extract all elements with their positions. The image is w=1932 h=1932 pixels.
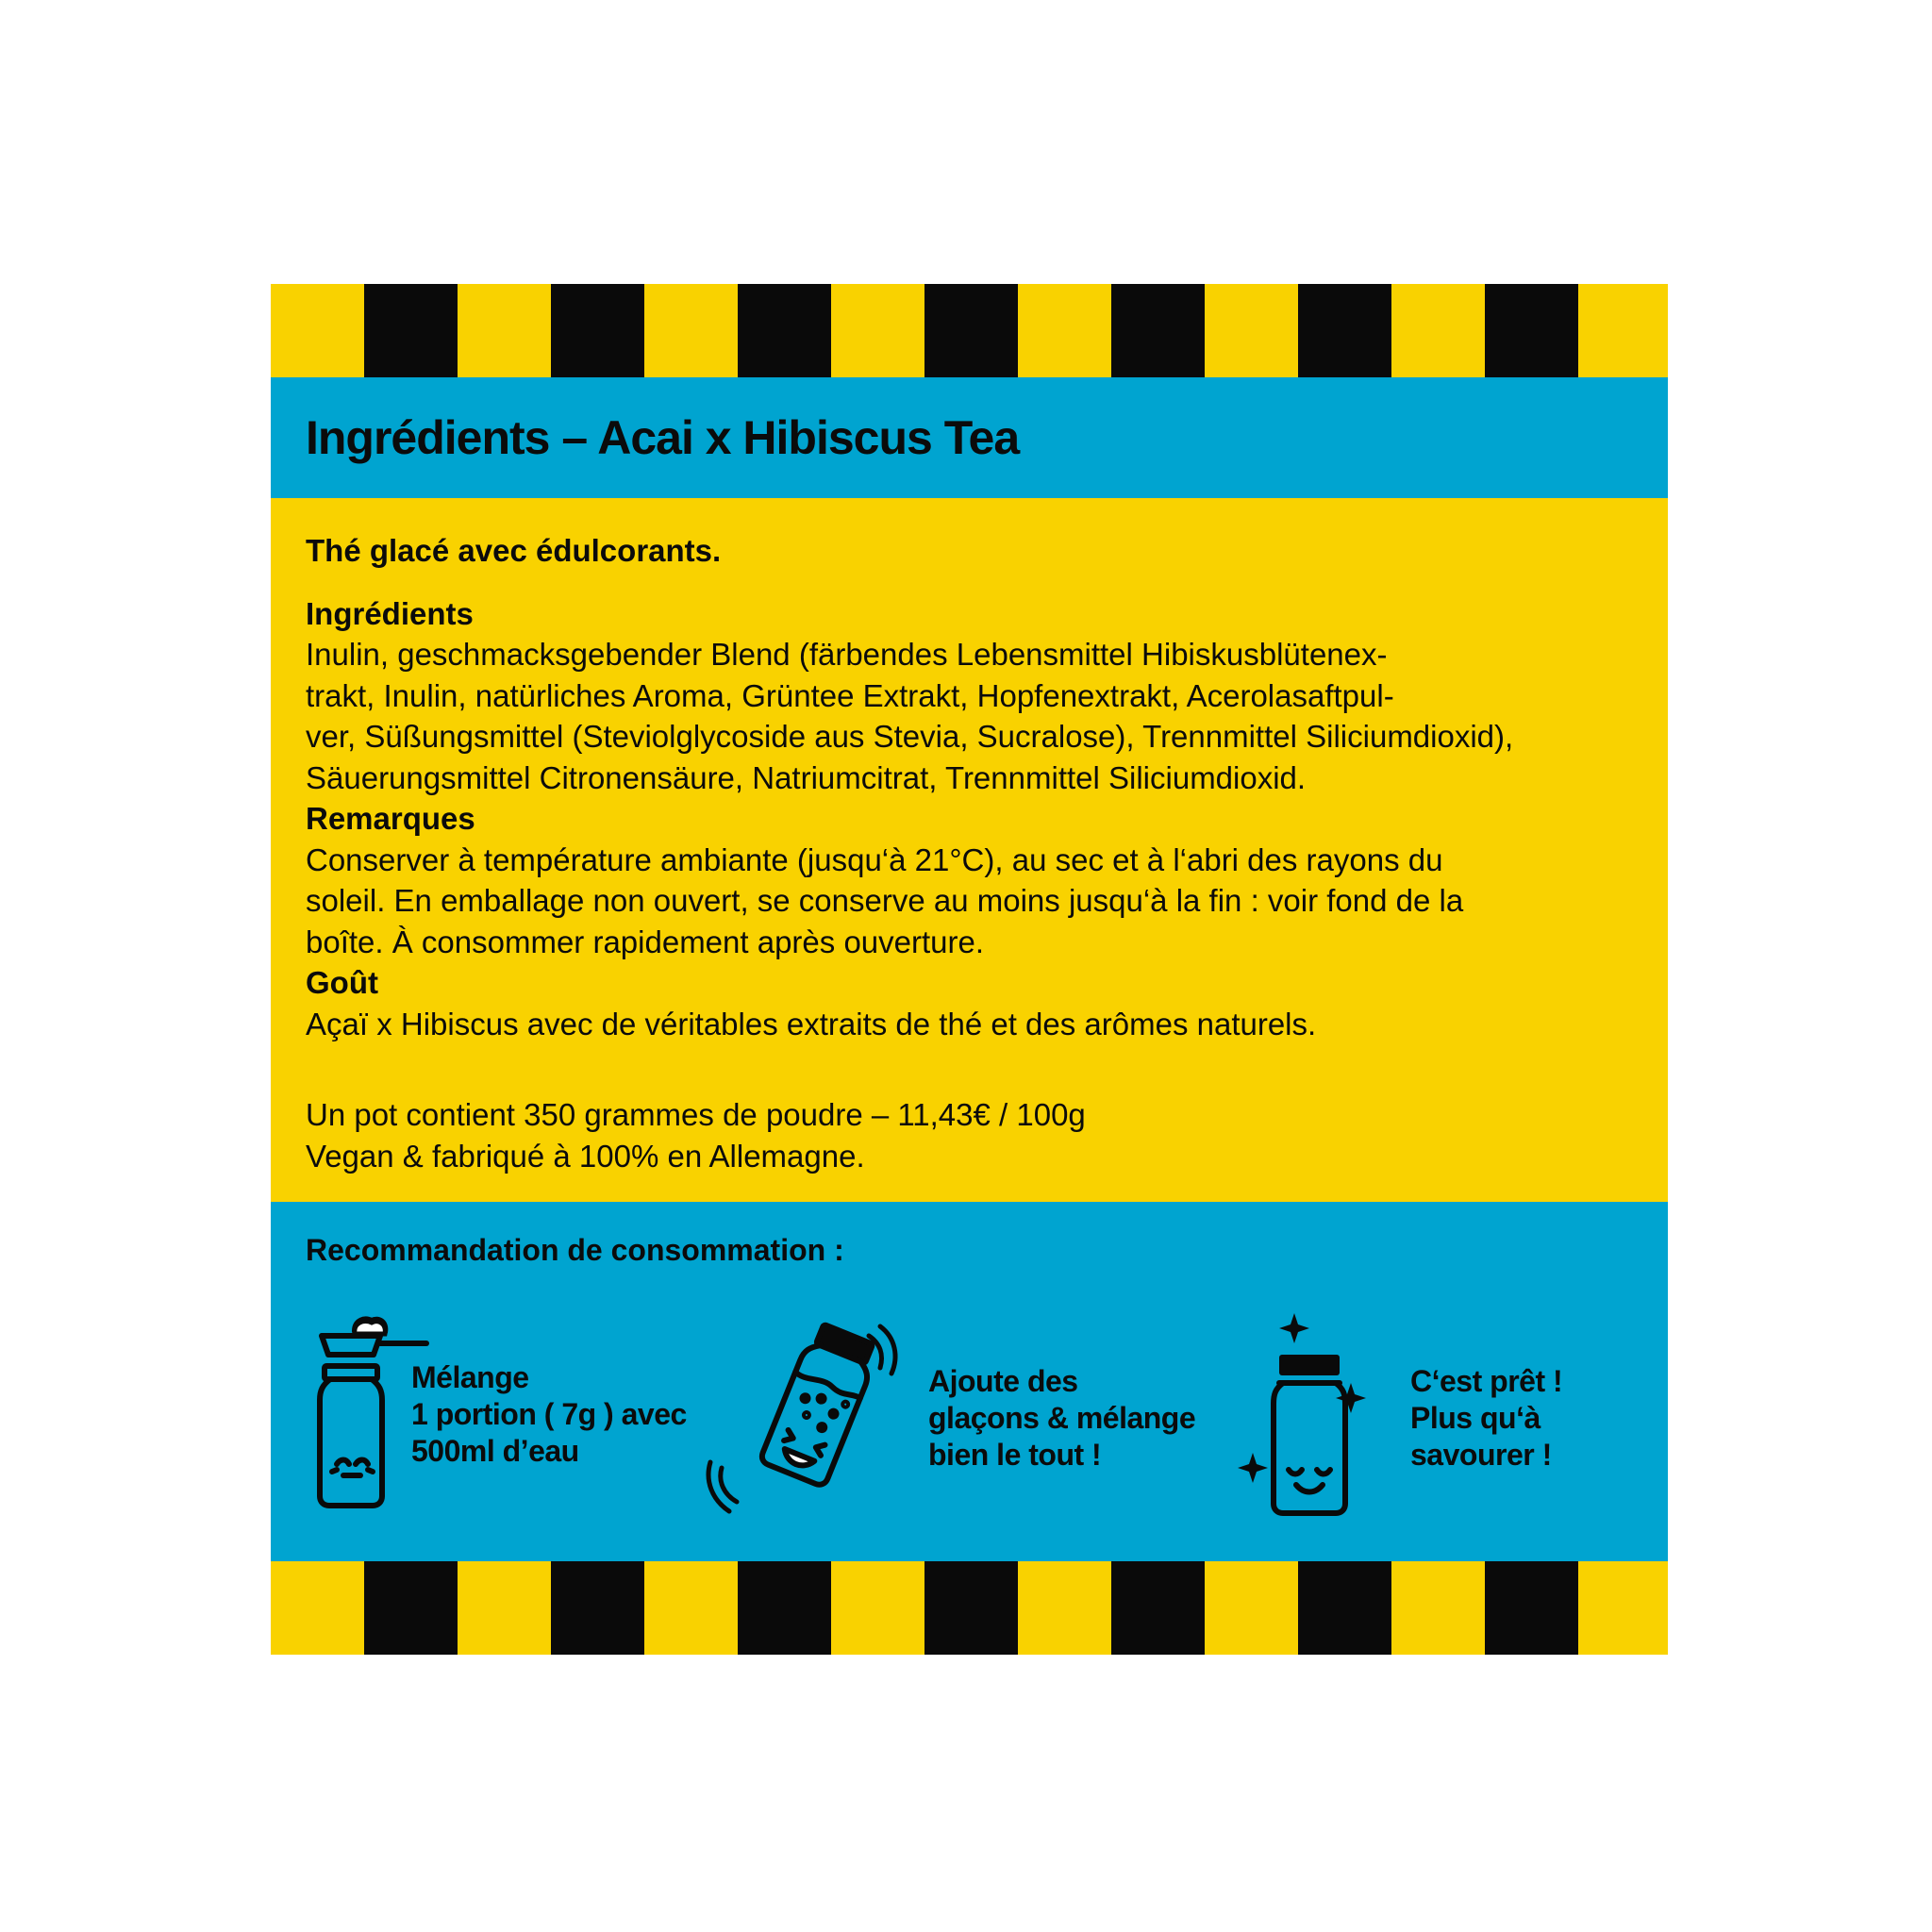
ingredients-line: Inulin, geschmacksgebender Blend (färbendes Lebensmittel Hibiskusblütenex- — [306, 637, 1388, 672]
taste-text — [306, 1004, 1636, 1045]
remarks-line: soleil. En emballage non ouvert, se conserve au moins jusqu‘à la fin : voir fond de la — [306, 883, 1464, 918]
remarks-line: Conserver à température ambiante (jusqu‘à 21°C), au sec et à l‘abri des rayons du — [306, 841, 1443, 877]
product-info-card — [271, 284, 1668, 1655]
remarks-line: boîte. À consommer rapidement après ouverture. — [306, 924, 985, 959]
ingredients-line: ver, Süßungsmittel (Steviolglycoside aus Stevia, Sucralose), Trennmittel Siliciumdioxid), — [306, 719, 1514, 754]
title-band — [271, 377, 1668, 498]
top-stripe-border — [271, 284, 1668, 377]
ingredients-panel — [271, 498, 1668, 1202]
product-subtitle: Thé glacé avec édulcorants. — [306, 533, 722, 568]
page-title: Ingrédients – Acai x Hibiscus Tea — [306, 411, 1020, 464]
step-ready-text: C‘est prêt ! Plus qu‘à savourer ! — [1410, 1364, 1563, 1472]
ingredients-line: trakt, Inulin, natürliches Aroma, Grüntee Extrakt, Hopfenextrakt, Acerolasaftpul- — [306, 677, 1394, 713]
consumption-recommendation-panel — [271, 1202, 1668, 1561]
origin-line: Vegan & fabriqué à 100% en Allemagne. — [306, 1138, 865, 1174]
shaking-bottle-icon — [707, 1326, 914, 1515]
sparkling-bottle-icon — [1238, 1313, 1379, 1530]
remarks-text — [306, 840, 1636, 963]
package-content-line: Un pot contient 350 grammes de poudre – 11,43€ / 100g — [306, 1097, 1086, 1132]
step-ice-text: Ajoute des glaçons & mélange bien le tout ! — [928, 1364, 1196, 1472]
ingredients-line: Säuerungsmittel Citronensäure, Natriumcitrat, Trennmittel Siliciumdioxid. — [306, 759, 1307, 795]
taste-line: Açaï x Hibiscus avec de véritables extraits de thé et des arômes naturels. — [306, 1006, 1317, 1041]
bottom-stripe-border — [271, 1561, 1668, 1655]
ingredients-heading: Ingrédients — [306, 595, 474, 631]
package-info — [306, 1094, 1636, 1176]
taste-heading: Goût — [306, 965, 378, 1000]
ingredients-text — [306, 634, 1636, 798]
recommendation-title: Recommandation de consommation : — [306, 1233, 844, 1267]
remarks-heading: Remarques — [306, 801, 475, 836]
step-mix-text: Mélange 1 portion ( 7g ) avec 500ml d’eau — [411, 1360, 687, 1468]
